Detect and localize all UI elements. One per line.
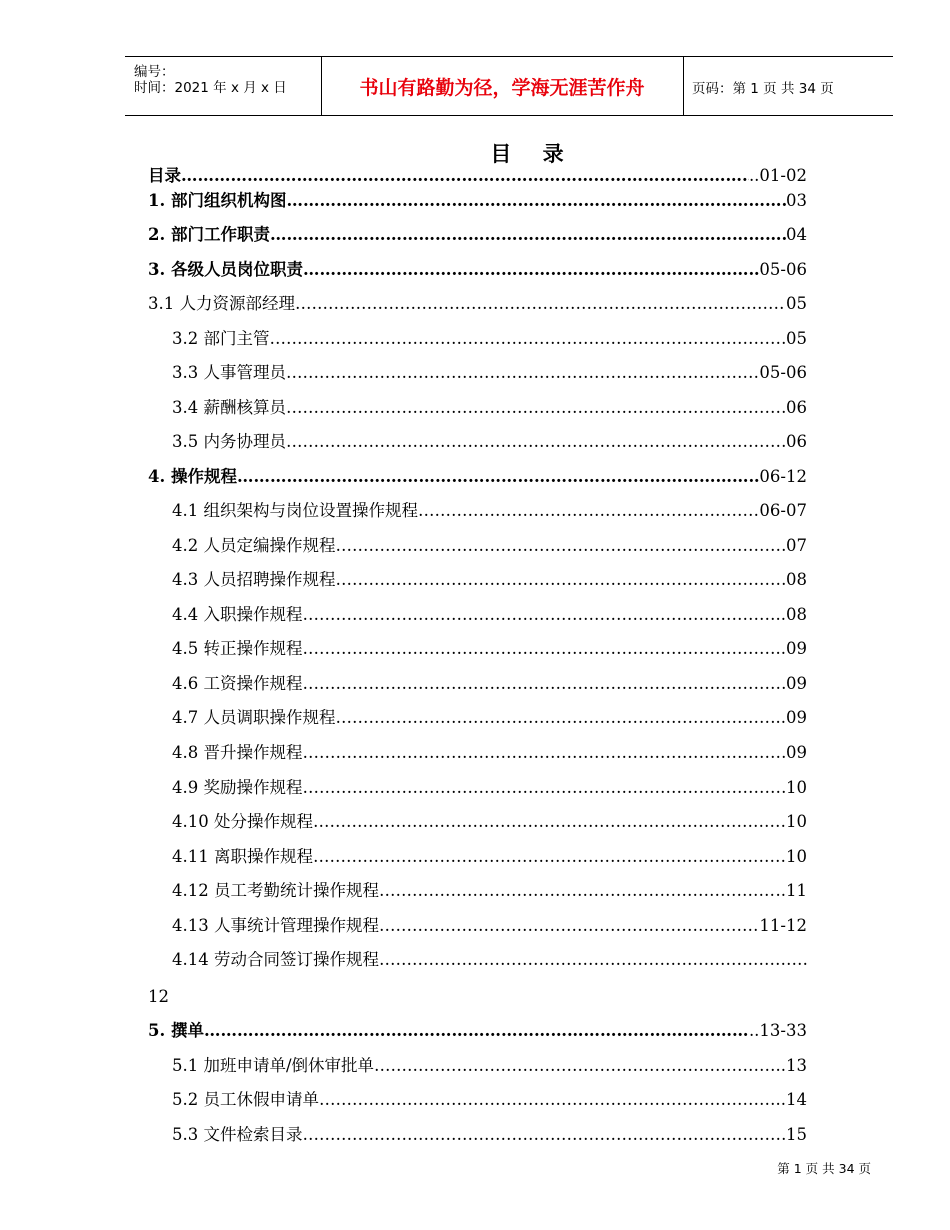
toc-leader-dots: [303, 603, 776, 627]
toc-entry[interactable]: [172, 499, 807, 523]
toc-entry-label: 12: [148, 987, 169, 1006]
toc-entry-label: 4.2 人员定编操作规程: [172, 536, 336, 555]
toc-entry-label: 4.13 人事统计管理操作规程: [172, 916, 379, 935]
toc-entry-page: ..13: [775, 1056, 807, 1075]
toc-entry-page: 08: [786, 570, 807, 589]
toc-leader-dots: [319, 1088, 776, 1112]
toc-entry-page: ..11: [775, 881, 807, 900]
toc-entry[interactable]: [172, 361, 807, 385]
toc-leader-dots: [313, 845, 786, 869]
toc-entry-label: 4.3 人员招聘操作规程: [172, 570, 336, 589]
toc-entry-page: 05-06: [759, 260, 807, 279]
toc-entry[interactable]: [148, 292, 807, 316]
toc-entry[interactable]: [172, 603, 807, 627]
toc-title: 目 录: [490, 142, 576, 166]
toc-entry[interactable]: [172, 396, 807, 420]
toc-leader-dots: [303, 741, 787, 765]
toc-entry-label: 4.6 工资操作规程: [172, 674, 303, 693]
toc-entry-label: 4.5 转正操作规程: [172, 639, 303, 658]
toc-entry-page: 09: [786, 674, 807, 693]
toc-entry[interactable]: [172, 810, 807, 834]
toc-leader-dots: [181, 164, 749, 188]
toc-entry-page: 05: [786, 329, 807, 348]
toc-entry-label: 3.3 人事管理员: [172, 363, 286, 382]
toc-entry[interactable]: [172, 1123, 807, 1147]
toc-entry[interactable]: [148, 189, 807, 213]
toc-entry-label: 4.9 奖励操作规程: [172, 778, 303, 797]
toc-entry-label: 3.1 人力资源部经理: [148, 294, 295, 313]
toc-entry[interactable]: [148, 985, 248, 1009]
toc-leader-dots: [379, 914, 759, 938]
toc-entry[interactable]: [172, 637, 807, 661]
serial-label: 编号：: [134, 64, 175, 80]
toc-entry-label: 4.11 离职操作规程: [172, 847, 313, 866]
toc-entry-page: 06-12: [759, 467, 807, 486]
toc-entry-label: 5.2 员工休假申请单: [172, 1090, 319, 1109]
toc-entry-label: 3.5 内务协理员: [172, 432, 286, 451]
toc-entry-page: 09: [786, 743, 807, 762]
toc-entry[interactable]: [172, 948, 807, 972]
toc-entry[interactable]: [172, 1054, 807, 1078]
toc-entry-page: ..13-33: [748, 1021, 807, 1040]
toc-entry[interactable]: [172, 706, 807, 730]
toc-entry[interactable]: [148, 164, 807, 188]
toc-entry-label: 4.7 人员调职操作规程: [172, 708, 336, 727]
toc-entry[interactable]: [148, 1019, 807, 1043]
toc-leader-dots: [286, 396, 786, 420]
toc-leader-dots: [286, 361, 759, 385]
toc-entry-label: 3. 各级人员岗位职责: [148, 260, 303, 279]
toc-entry-label: 5.1 加班申请单/倒休审批单: [172, 1056, 375, 1075]
toc-entry-page: ..09: [775, 639, 807, 658]
page-footer: 第 1 页 共 34 页: [777, 1161, 871, 1176]
toc-entry-page: 06: [786, 432, 807, 451]
toc-entry-label: 4.10 处分操作规程: [172, 812, 313, 831]
toc-leader-dots: [286, 430, 786, 454]
toc-leader-dots: [418, 499, 759, 523]
toc-entry-label: 5.3 文件检索目录: [172, 1125, 303, 1144]
toc-entry[interactable]: [172, 741, 807, 765]
toc-leader-dots: [336, 568, 787, 592]
toc-entry[interactable]: [148, 465, 807, 489]
toc-entry[interactable]: [172, 534, 807, 558]
toc-leader-dots: [336, 534, 787, 558]
toc-entry-label: 3.4 薪酬核算员: [172, 398, 286, 417]
toc-entry-page: 07: [786, 536, 807, 555]
toc-leader-dots: [270, 327, 787, 351]
toc-entry-page: 03: [786, 191, 807, 210]
toc-entry-page: 10: [786, 847, 807, 866]
toc-entry-label: 3.2 部门主管: [172, 329, 270, 348]
toc-entry-label: 目录: [148, 166, 181, 185]
toc-entry-page: 06-07: [759, 501, 807, 520]
toc-entry-label: 4.14 劳动合同签订操作规程: [172, 950, 379, 969]
toc-entry[interactable]: [172, 1088, 807, 1112]
toc-entry-label: 1. 部门组织机构图: [148, 191, 287, 210]
toc-entry[interactable]: [172, 776, 807, 800]
header-page-info: 页码：第 1 页 共 34 页: [692, 81, 834, 97]
toc-leader-dots: [303, 672, 787, 696]
toc-leader-dots: [237, 465, 759, 489]
toc-entry-label: 5. 撰单: [148, 1021, 204, 1040]
toc-entry-page: 05: [786, 294, 807, 313]
toc-entry[interactable]: [172, 672, 807, 696]
toc-entry[interactable]: [172, 914, 807, 938]
toc-leader-dots: [379, 879, 776, 903]
toc-leader-dots: [303, 1123, 787, 1147]
toc-entry[interactable]: [172, 879, 807, 903]
toc-entry-label: 4.1 组织架构与岗位设置操作规程: [172, 501, 418, 520]
toc-leader-dots: [313, 810, 786, 834]
toc-leader-dots: [303, 258, 759, 282]
toc-entry[interactable]: [172, 430, 807, 454]
toc-leader-dots: [303, 776, 787, 800]
toc-entry-page: ..14: [775, 1090, 807, 1109]
toc-entry-page: 10: [786, 778, 807, 797]
toc-entry[interactable]: [172, 845, 807, 869]
header-motto: 书山有路勤为径，学海无涯苦作舟: [359, 77, 645, 99]
toc-leader-dots: [303, 637, 776, 661]
toc-entry[interactable]: [172, 568, 807, 592]
toc-leader-dots: [286, 189, 786, 213]
toc-entry-page: 06: [786, 398, 807, 417]
toc-entry-page: ..01-02: [748, 166, 807, 185]
toc-leader-dots: [270, 223, 786, 247]
toc-entry[interactable]: [148, 223, 807, 247]
toc-entry[interactable]: [148, 258, 807, 282]
toc-entry-page: 10: [786, 812, 807, 831]
toc-entry-label: 2. 部门工作职责: [148, 225, 270, 244]
toc-entry-label: 4.8 晋升操作规程: [172, 743, 303, 762]
toc-entry-label: 4.12 员工考勤统计操作规程: [172, 881, 379, 900]
toc-leader-dots: [379, 948, 807, 972]
toc-entry-page: ...09: [770, 708, 807, 727]
time-label: 时间：2021 年 x 月 x 日: [134, 80, 287, 96]
toc-entry[interactable]: [172, 327, 807, 351]
toc-leader-dots: [295, 292, 786, 316]
toc-entry-page: 15: [786, 1125, 807, 1144]
toc-entry-page: 11-12: [759, 916, 807, 935]
toc-entry-label: 4.4 入职操作规程: [172, 605, 303, 624]
toc-leader-dots: [374, 1054, 775, 1078]
toc-entry-label: 4. 操作规程: [148, 467, 237, 486]
toc-entry-page: 05-06: [759, 363, 807, 382]
toc-entry-page: 04: [786, 225, 807, 244]
toc-entry-page: ..08: [775, 605, 807, 624]
toc-leader-dots: [204, 1019, 749, 1043]
toc-leader-dots: [336, 706, 771, 730]
